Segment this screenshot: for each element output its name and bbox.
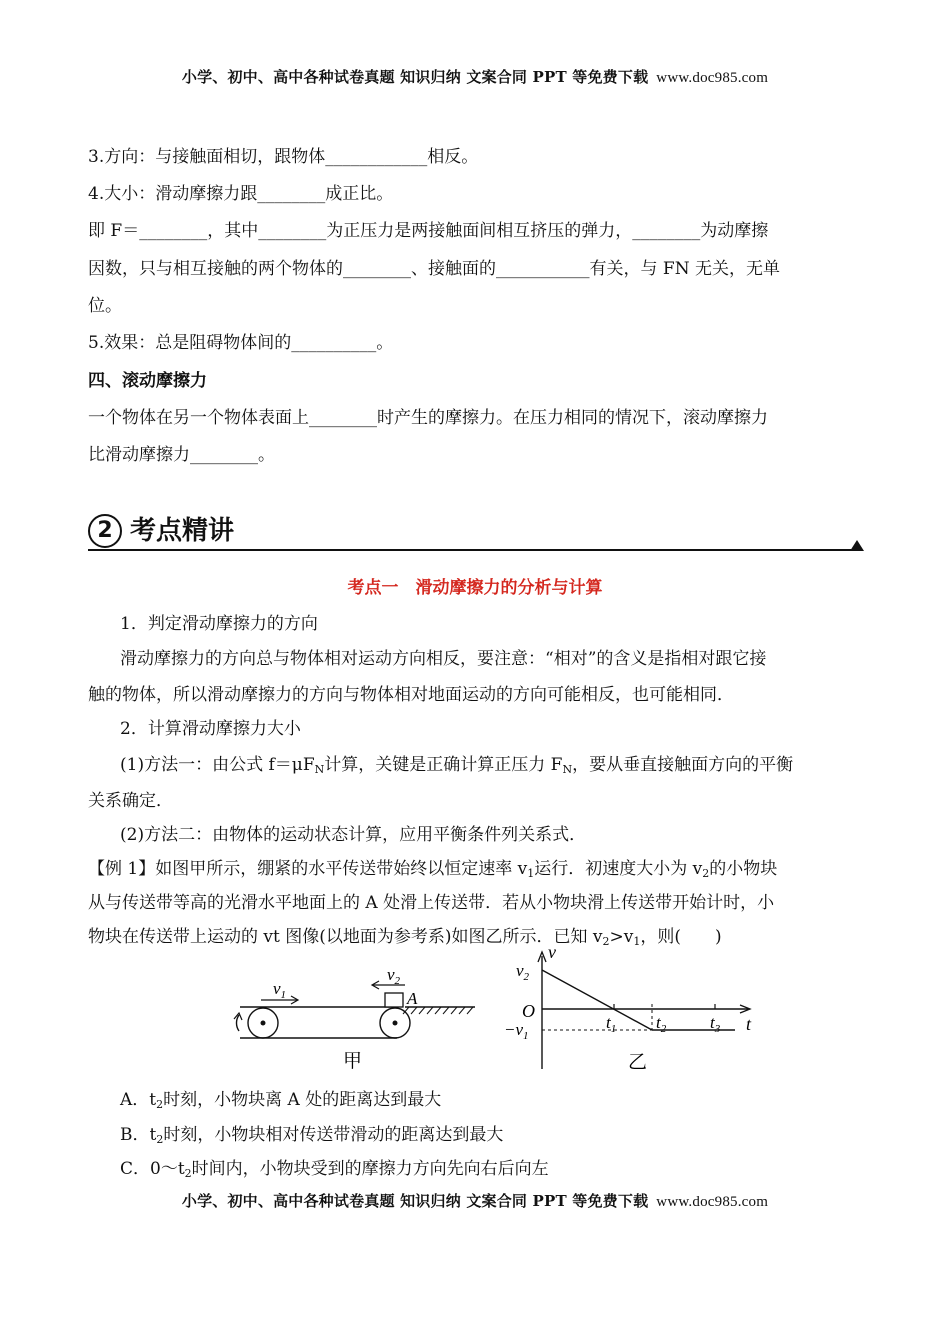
line-coefficient: 因数，只与相互接触的两个物体的________、接触面的___________有关，与 FN 无关，无单: [88, 259, 780, 279]
example-text-b: 运行．初速度大小为 v: [534, 859, 703, 879]
header-text: 小学、初中、高中各种试卷真题 知识归纳 文案合同 PPT 等免费下载: [181, 68, 649, 86]
kaodian-p1-line2: 触的物体，所以滑动摩擦力的方向与物体相对地面运动的方向可能相反，也可能相同．: [88, 685, 734, 705]
line-unit: 位。: [88, 296, 122, 316]
method1-sub2: N: [562, 763, 573, 776]
method1-line1: [120, 754, 793, 776]
section4-line-2: 比滑动摩擦力________。: [88, 445, 275, 465]
kaodian-p1-title: 1．判定滑动摩擦力的方向: [120, 614, 318, 634]
example-text-c: 的小物块: [709, 859, 778, 879]
figure-vt-graph: [500, 944, 770, 1074]
example3-text-a: 物块在传送带上运动的 vt 图像(以地面为参考系)如图乙所示．已知 v: [88, 927, 603, 947]
right-pulley-axle: [393, 1021, 398, 1026]
example3-sub-a: 2: [602, 935, 610, 948]
option-c[interactable]: [120, 1158, 549, 1180]
method1-text-a: (1)方法一：由公式 f＝μF: [120, 755, 315, 775]
example-line1: [88, 858, 777, 880]
option-b-rest: 时刻，小物块相对传送带滑动的距离达到最大: [163, 1125, 504, 1145]
option-c-sub: 2: [184, 1167, 192, 1180]
neg-v1-tick-label: $-v_1$: [504, 1020, 529, 1042]
section4-heading: 四、滚动摩擦力: [88, 371, 207, 391]
option-a-sub: 2: [156, 1098, 164, 1111]
ground-hatch: [403, 1007, 473, 1014]
t2-label: $t_2$: [656, 1013, 667, 1035]
section2-number: 2: [88, 514, 122, 548]
option-a[interactable]: [120, 1089, 441, 1111]
v2-tick-label: $v_2$: [516, 961, 530, 983]
page-header: [0, 66, 950, 87]
axis-v-label: v: [548, 944, 556, 962]
example-text-a: 【例 1】如图甲所示，绷紧的水平传送带始终以恒定速率 v: [88, 859, 528, 879]
method1-text-c: ，要从垂直接触面方向的平衡: [572, 755, 794, 775]
section4-line-1: 一个物体在另一个物体表面上________时产生的摩擦力。在压力相同的情况下，滚动摩擦力: [88, 408, 768, 428]
method1-sub: N: [314, 763, 325, 776]
section2-rule: [88, 549, 856, 551]
left-pulley-axle: [261, 1021, 266, 1026]
option-b[interactable]: [120, 1124, 503, 1146]
example3-text-b: >v: [609, 927, 634, 947]
option-a-text: A．t: [120, 1090, 157, 1110]
method1-text-b: 计算，关键是正确计算正压力 F: [324, 755, 563, 775]
example-line2: 从与传送带等高的光滑水平地面上的 A 处滑上传送带．若从小物块滑上传送带开始计时，小: [88, 893, 775, 913]
t1-label: $t_1$: [606, 1013, 617, 1035]
caption-jia: 甲: [343, 1050, 363, 1072]
example-sub-v1: 1: [527, 867, 535, 880]
kaodian-p2-title: 2．计算滑动摩擦力大小: [120, 719, 301, 739]
footer-text: 小学、初中、高中各种试卷真题 知识归纳 文案合同 PPT 等免费下载: [181, 1192, 649, 1210]
t3-label: $t_3$: [710, 1013, 721, 1035]
kaodian-p1-line1: 滑动摩擦力的方向总与物体相对运动方向相反，要注意：“相对”的含义是指相对跟它接: [120, 649, 767, 669]
section2-banner: [88, 512, 864, 552]
velocity-segment-decel: [542, 970, 652, 1030]
header-url[interactable]: www.doc985.com: [656, 70, 769, 86]
line-direction: 3.方向：与接触面相切，跟物体____________相反。: [88, 147, 479, 167]
v1-label: $v_1$: [273, 979, 287, 1001]
option-c-text: C．0～t: [120, 1159, 185, 1179]
example-sub-v2: 2: [702, 867, 710, 880]
example3-text-c: ，则( ): [640, 927, 722, 947]
method2-line: (2)方法二：由物体的运动状态计算，应用平衡条件列关系式．: [120, 825, 587, 845]
page-footer: [0, 1190, 950, 1211]
footer-url[interactable]: www.doc985.com: [656, 1194, 769, 1210]
section2-title: 考点精讲: [130, 516, 235, 546]
line-formula: 即 F＝________，其中________为正压力是两接触面间相互挤压的弹力，________为动摩擦: [88, 221, 769, 241]
example3-sub-b: 1: [633, 935, 641, 948]
caption-yi: 乙: [628, 1051, 648, 1073]
triangle-icon: [850, 540, 864, 551]
line-effect: 5.效果：总是阻碍物体间的__________。: [88, 333, 394, 353]
figure-conveyor: [225, 965, 485, 1075]
origin-label: O: [522, 1001, 535, 1021]
method1-line2: 关系确定．: [88, 791, 173, 811]
line-magnitude: 4.大小：滑动摩擦力跟________成正比。: [88, 184, 394, 204]
block-a: [385, 993, 403, 1007]
option-b-text: B．t: [120, 1125, 157, 1145]
option-b-sub: 2: [156, 1133, 164, 1146]
rotation-arrow-icon: [236, 1015, 239, 1031]
v2-label: $v_2$: [387, 965, 401, 987]
label-a: A: [407, 989, 418, 1008]
option-a-rest: 时刻，小物块离 A 处的距离达到最大: [163, 1090, 442, 1110]
option-c-rest: 时间内，小物块受到的摩擦力方向先向右后向左: [191, 1159, 549, 1179]
kaodian-title: 考点一 滑动摩擦力的分析与计算: [347, 578, 603, 598]
axis-t-label: t: [746, 1014, 752, 1034]
